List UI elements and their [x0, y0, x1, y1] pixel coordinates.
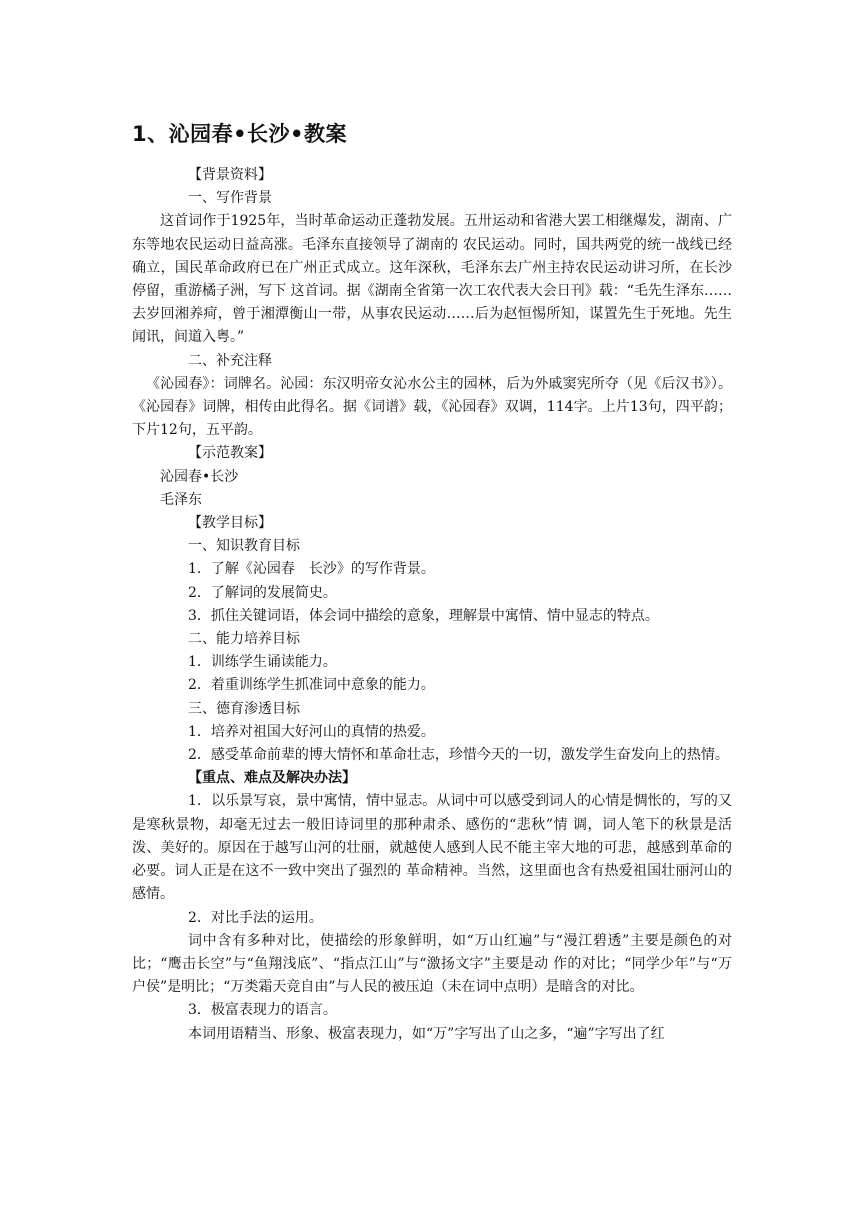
goal-item: 2．感受革命前辈的博大情怀和革命壮志，珍惜今天的一切，激发学生奋发向上的热情。: [188, 747, 729, 764]
key-point-heading: 3．极富表现力的语言。: [188, 1002, 337, 1019]
goal-item: 2．了解词的发展简史。: [188, 584, 337, 601]
document-title: 1、沁园春•长沙•教案: [132, 122, 347, 146]
paragraph-writing-background: 这首词作于1925年，当时革命运动正蓬勃发展。五卅运动和省港大罢工相继爆发，湖南、广东等地农民运动日益高涨。毛泽东直接领导了湖南的 农民运动。同时，国共两党的统一战线已经确立，国民革命政府已在广州正式成立。这年深秋，毛泽东去广州主持农民运动讲习所，在长沙停留，重游橘子洲，写下 这首词。据《湖南全省第一次工农代表大会日刊》载：“毛先生泽东……去岁回湘养疴，曾于湘潭衡山一带，从事农民运动……后为赵恒惕所知，谋置先生于死地。先生闻讯，间道入粤。”: [132, 213, 732, 346]
section-header-background: 【背景资料】: [188, 167, 272, 183]
goal-item: 1．训练学生诵读能力。: [188, 654, 337, 671]
goal-item: 1．了解《沁园春 长沙》的写作背景。: [188, 561, 435, 578]
goal-knowledge: 一、知识教育目标: [188, 538, 300, 555]
document-body: [132, 164, 732, 1046]
goal-item: 3．抓住关键词语，体会词中描绘的意象，理解景中寓情、情中显志的特点。: [188, 607, 659, 624]
section-header-key-points: 【重点、难点及解决办法】: [188, 770, 356, 787]
key-point-paragraph: 本词用语精当、形象、极富表现力，如“万”字写出了山之多，“遍”字写出了红: [188, 1025, 665, 1042]
poem-title: 沁园春•长沙: [160, 468, 239, 485]
goal-ability: 二、能力培养目标: [188, 631, 300, 648]
goal-item: 2．着重训练学生抓准词中意象的能力。: [188, 677, 435, 694]
section-header-demo: 【示范教案】: [188, 445, 272, 462]
key-point-paragraph: 1．以乐景写哀，景中寓情，情中显志。从词中可以感受到词人的心情是惆怅的，写的又是寒秋景物，却毫无过去一般旧诗词里的那种肃杀、感伤的“悲秋”情 调，词人笔下的秋景是活泼、美好的。原因在于越写山河的壮丽，就越使人感到人民不能主宰大地的可悲，越感到革命的必要。词人正是在这不一致中突出了强烈的 革命精神。当然，这里面也含有热爱祖国壮丽河山的感情。: [132, 793, 732, 903]
paragraph-notes: 《沁园春》：词牌名。沁园：东汉明帝女沁水公主的园林，后为外戚窦宪所夺（见《后汉书》）。《沁园春》词牌，相传由此得名。据《词谱》载，《沁园春》双调，114字。上片13句，四平韵；下片12句，五平韵。: [132, 375, 732, 439]
goal-item: 1．培养对祖国大好河山的真情的热爱。: [188, 723, 435, 740]
subheading-notes: 二、补充注释: [188, 352, 272, 369]
subheading-writing-background: 一、写作背景: [188, 190, 272, 207]
key-point-heading: 2．对比手法的运用。: [188, 909, 323, 926]
poem-author: 毛泽东: [160, 491, 202, 508]
goal-moral: 三、德育渗透目标: [188, 700, 300, 717]
key-point-paragraph: 词中含有多种对比，使描绘的形象鲜明，如“万山红遍”与“漫江碧透”主要是颜色的对比；“鹰击长空”与“鱼翔浅底”、“指点江山”与“激扬文字”主要是动 作的对比；“同学少年”与“万户侯”是明比；“万类霜天竞自由”与人民的被压迫（未在词中点明）是暗含的对比。: [132, 932, 732, 996]
section-header-goals: 【教学目标】: [188, 515, 272, 532]
